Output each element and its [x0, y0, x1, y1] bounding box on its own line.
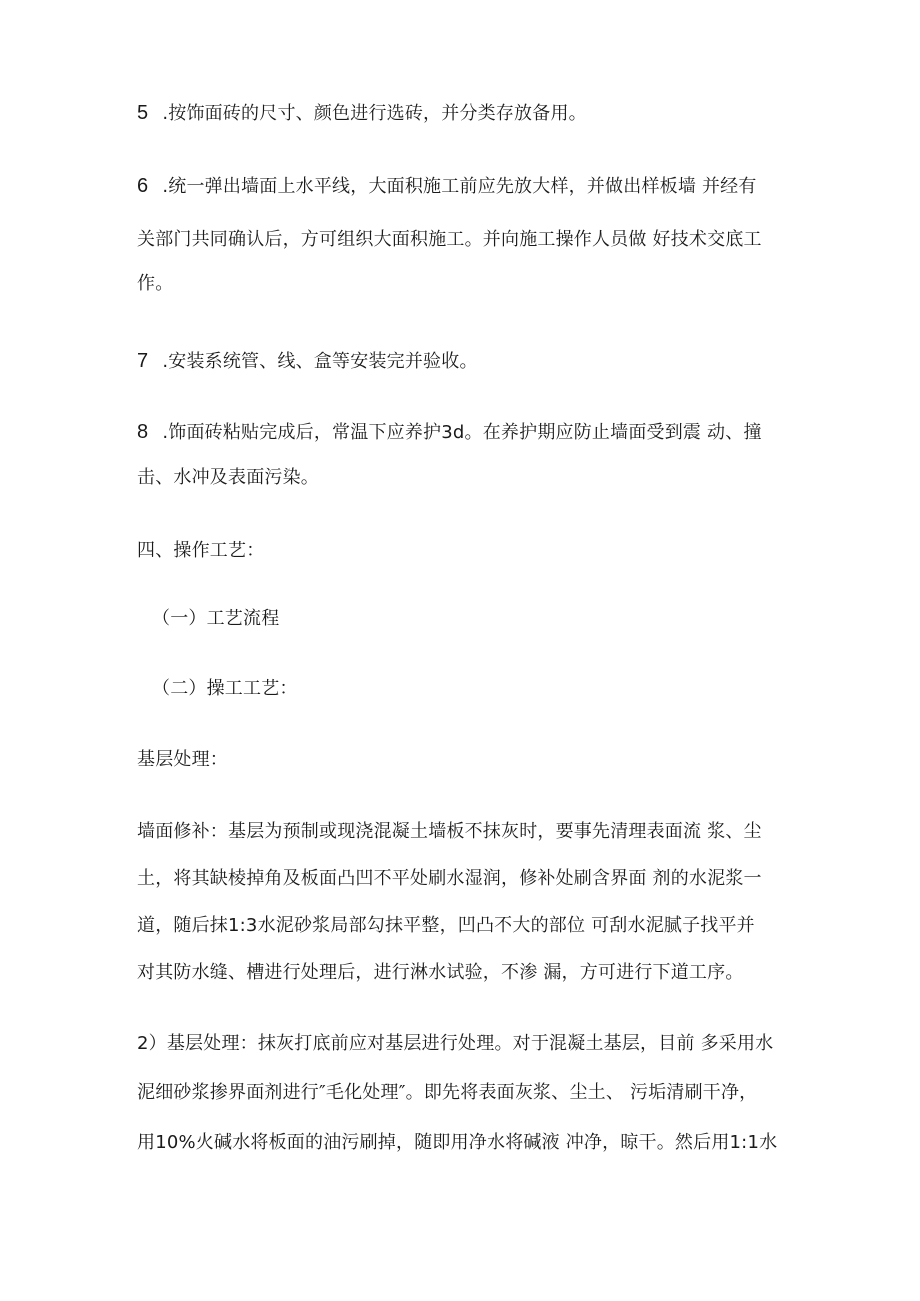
item-8-continuation: 击、水冲及表面污染。	[137, 467, 319, 488]
wall-repair-line: 道，随后抹1:3水泥砂浆局部勾抹平整，凹凸不大的部位 可刮水泥腻子找平并	[137, 915, 755, 936]
item-5	[137, 101, 587, 126]
wall-repair-line: 土，将其缺棱掉角及板面凸凹不平处刷水湿润，修补处刷含界面 剂的水泥浆一	[137, 868, 762, 889]
subsection-heading: （一）工艺流程	[152, 608, 280, 629]
subsection-heading: （二）操工工艺：	[152, 678, 298, 699]
item-text: .饰面砖粘贴完成后，常温下应养护3d。在养护期应防止墙面受到震 动、撞	[162, 422, 762, 443]
item-text: .按饰面砖的尺寸、颜色进行选砖，并分类存放备用。	[162, 103, 587, 124]
item-number: 5	[137, 102, 149, 124]
item-6-continuation: 关部门共同确认后，方可组织大面积施工。并向施工操作人员做 好技术交底工	[137, 229, 762, 250]
item-8	[137, 420, 762, 445]
wall-repair-line: 墙面修补：基层为预制或现浇混凝土墙板不抹灰时，要事先清理表面流 浆、尘	[137, 821, 762, 842]
item-number: 7	[137, 350, 149, 372]
section-heading: 四、操作工艺：	[137, 540, 265, 561]
item-number: 6	[137, 175, 149, 197]
item-7	[137, 349, 478, 374]
item-number: 8	[137, 421, 149, 443]
base-treatment-line: 泥细砂浆掺界面剂进行″毛化处理″。即先将表面灰浆、尘土、 污垢清刷干净，	[137, 1082, 758, 1103]
item-text: .安装系统管、线、盒等安装完并验收。	[162, 351, 478, 372]
item-6	[137, 174, 757, 199]
paragraph-heading: 基层处理：	[137, 749, 228, 770]
base-treatment-line: 2）基层处理：抹灰打底前应对基层进行处理。对于混凝土基层，目前 多采用水	[137, 1033, 774, 1054]
base-treatment-line: 用10%火碱水将板面的油污刷掉，随即用净水将碱液 冲净，晾干。然后用1:1水	[137, 1132, 778, 1153]
item-text: .统一弹出墙面上水平线，大面积施工前应先放大样，并做出样板墙 并经有	[162, 176, 757, 197]
item-6-continuation: 作。	[137, 273, 174, 294]
wall-repair-line: 对其防水缝、槽进行处理后，进行淋水试验，不渗 漏，方可进行下道工序。	[137, 962, 744, 983]
